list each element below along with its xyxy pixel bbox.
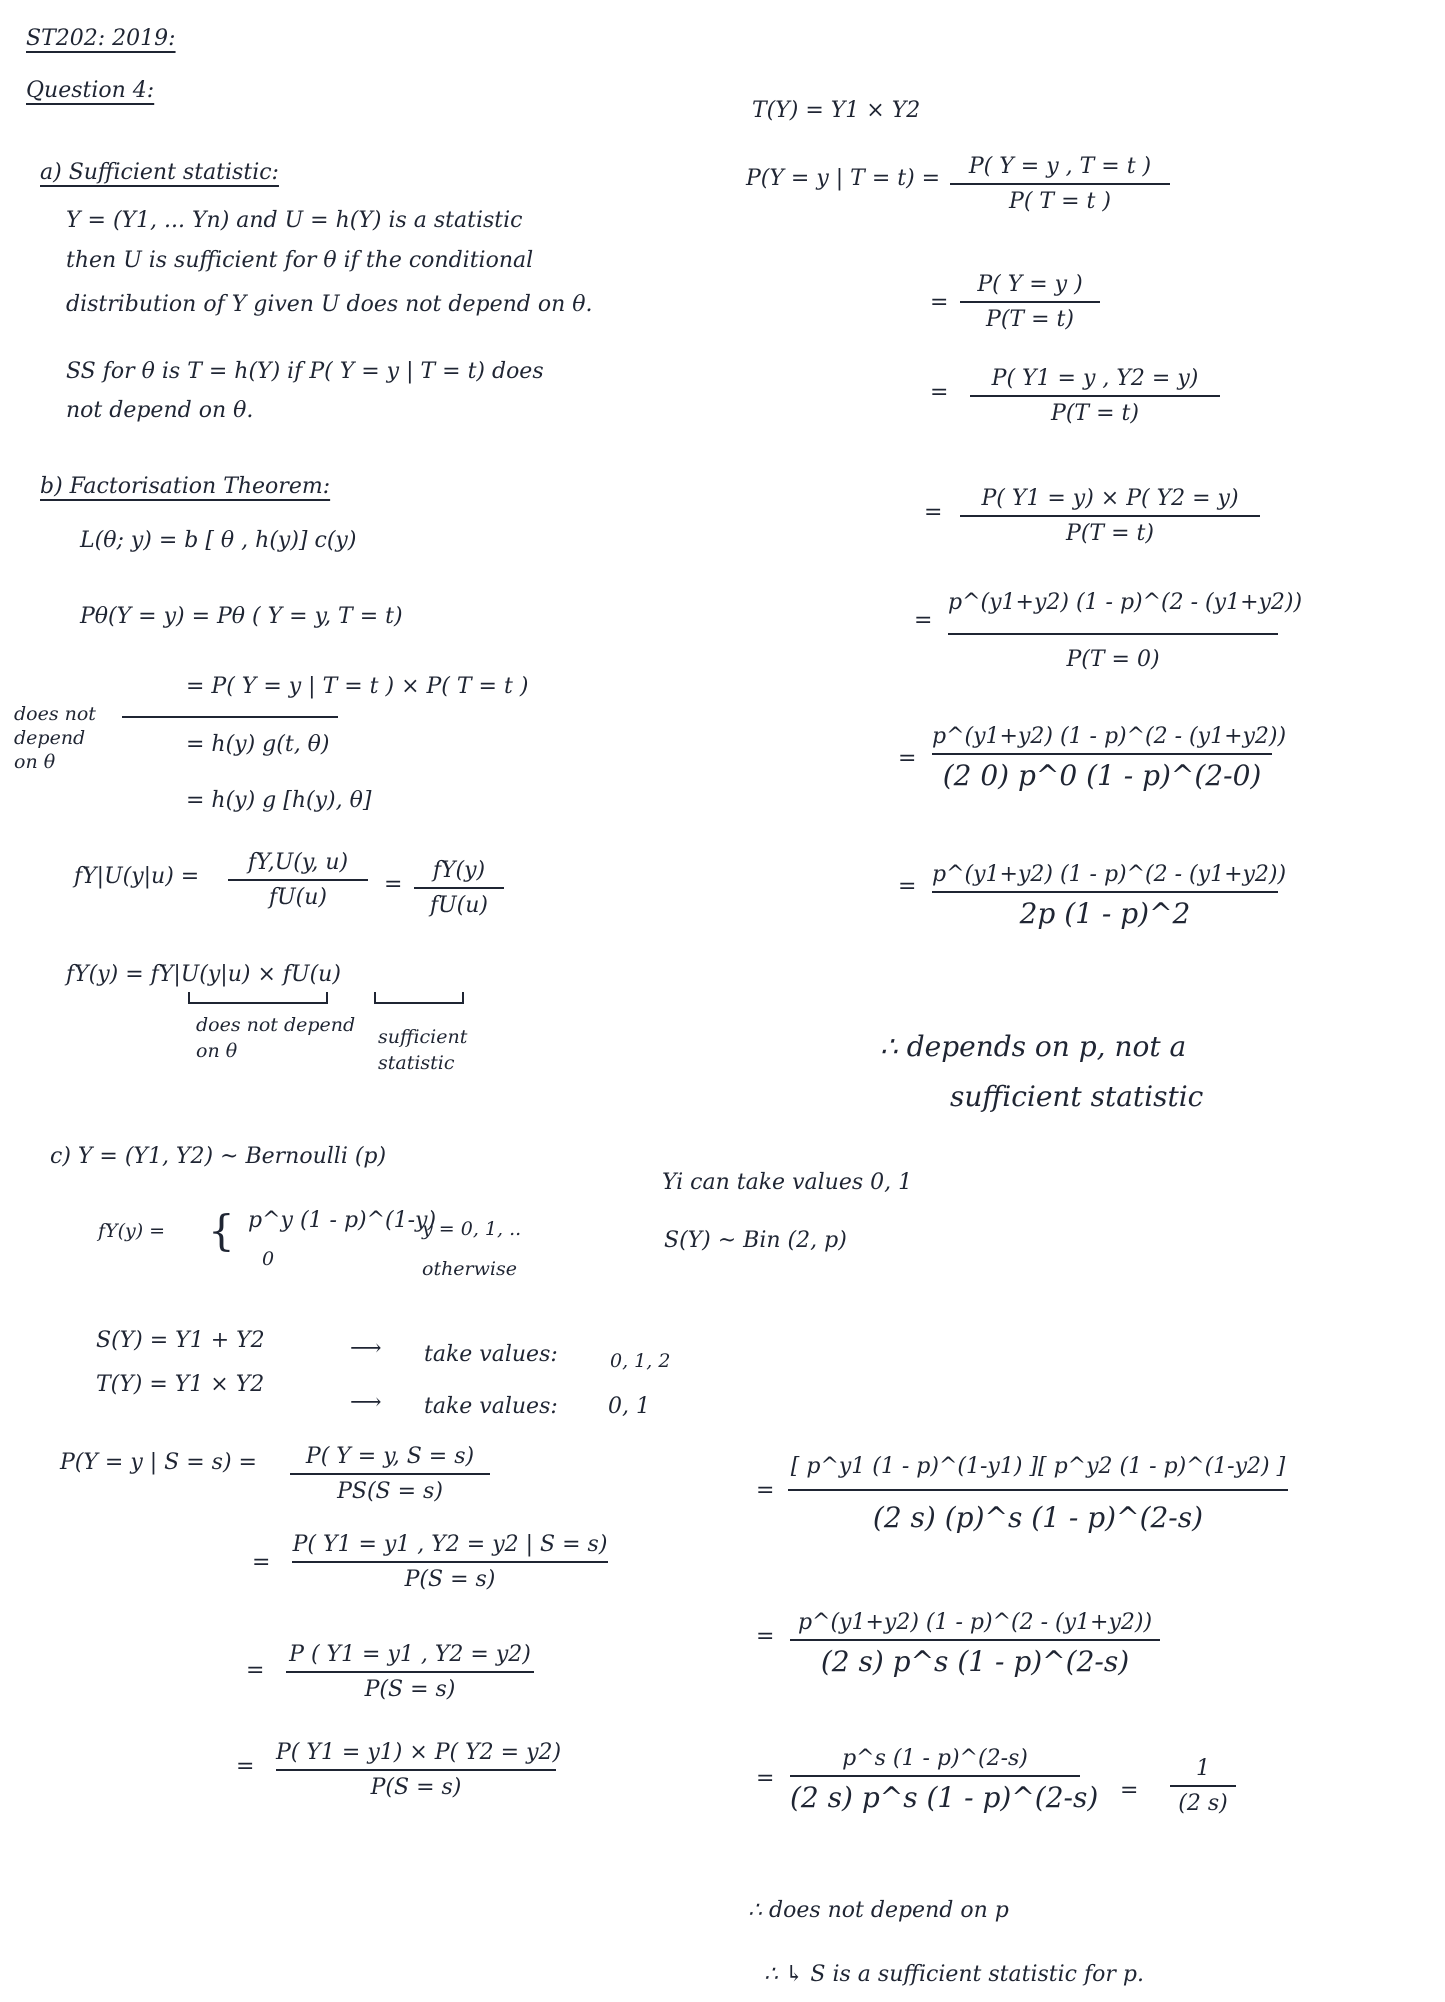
- right-frac-6: p^(y1+y2) (1 - p)^(2 - (y1+y2)) (2 0) p^0 (1 - p)^(2-0): [932, 724, 1287, 792]
- right-frac-5: p^(y1+y2) (1 - p)^(2 - (y1+y2)) P(T = 0): [948, 590, 1303, 672]
- brace-left: [188, 992, 328, 1004]
- pmf-case-1: p^y (1 - p)^(1-y): [248, 1208, 437, 1233]
- equals-sign: =: [384, 872, 403, 897]
- s-definition: S(Y) = Y1 + Y2: [96, 1328, 265, 1353]
- final-note-1: ∴ does not depend on p: [748, 1898, 1009, 1923]
- right-conclusion-2: sufficient statistic: [950, 1080, 1204, 1113]
- cond-frac-1: P( Y = y, S = s) PS(S = s): [290, 1444, 490, 1504]
- right-note-values: Yi can take values 0, 1: [662, 1170, 913, 1195]
- right-frac-3: P( Y1 = y , Y2 = y) P(T = t): [970, 366, 1220, 426]
- conditional-prob-lhs: P(Y = y | S = s) =: [60, 1450, 257, 1475]
- cond-frac-3: P ( Y1 = y1 , Y2 = y2) P(S = s): [286, 1642, 534, 1702]
- t-values: 0, 1: [608, 1394, 650, 1419]
- right-bottom-frac-4: 1 (2 s): [1170, 1756, 1236, 1816]
- t-values-label: take values:: [424, 1394, 558, 1419]
- part-a-line: distribution of Y given U does not depend on θ.: [66, 292, 593, 317]
- density-product-line: fY(y) = fY|U(y|u) × fU(u): [66, 962, 341, 987]
- right-bottom-frac-1: [ p^y1 (1 - p)^(1-y1) ][ p^y2 (1 - p)^(1-y2) ] (2 s) (p)^s (1 - p)^(2-s): [788, 1454, 1288, 1534]
- arrow-icon: ⟶: [350, 1336, 382, 1361]
- part-a-line: then U is sufficient for θ if the conditional: [66, 248, 534, 273]
- right-frac-7: p^(y1+y2) (1 - p)^(2 - (y1+y2)) 2p (1 - p)^2: [932, 862, 1287, 930]
- right-cond-lhs: P(Y = y | T = t) =: [746, 166, 941, 191]
- part-c-model: c) Y = (Y1, Y2) ~ Bernoulli (p): [50, 1144, 387, 1169]
- cond-frac-2: P( Y1 = y1 , Y2 = y2 | S = s) P(S = s): [292, 1532, 608, 1592]
- pmf-case-2: 0: [262, 1248, 275, 1270]
- conditional-density-lhs: fY|U(y|u) =: [74, 864, 200, 889]
- final-note-2: ∴ ↳ S is a sufficient statistic for p.: [764, 1962, 1144, 1987]
- right-frac-4: P( Y1 = y) × P( Y2 = y) P(T = t): [960, 486, 1260, 546]
- part-a-line: SS for θ is T = h(Y) if P( Y = y | T = t) does: [66, 359, 544, 384]
- pmf-cond-2: otherwise: [422, 1258, 517, 1280]
- right-bottom-frac-3: p^s (1 - p)^(2-s) (2 s) p^s (1 - p)^(2-s): [790, 1746, 1099, 1814]
- factor-line-1: = h(y) g(t, θ): [186, 732, 330, 757]
- course-heading: ST202: 2019:: [26, 26, 176, 51]
- right-bottom-frac-2: p^(y1+y2) (1 - p)^(2 - (y1+y2)) (2 s) p^s (1 - p)^(2-s): [790, 1610, 1160, 1678]
- pmf-cond-1: y = 0, 1, ..: [422, 1218, 522, 1240]
- conditional-density-fraction-1: fY,U(y, u) fU(u): [228, 850, 368, 910]
- right-conclusion-1: ∴ depends on p, not a: [880, 1030, 1187, 1063]
- likelihood-factorisation: L(θ; y) = b [ θ , h(y)] c(y): [80, 528, 357, 553]
- question-heading: Question 4:: [26, 78, 155, 103]
- pmf-lhs: fY(y) =: [98, 1220, 166, 1242]
- s-values-label: take values:: [424, 1342, 558, 1367]
- margin-note: does not depend on θ: [14, 703, 96, 773]
- part-a-line: not depend on θ.: [66, 398, 254, 423]
- part-a-line: Y = (Y1, ... Yn) and U = h(Y) is a statistic: [66, 208, 523, 233]
- part-b-title: b) Factorisation Theorem:: [40, 474, 331, 499]
- t-definition: T(Y) = Y1 × Y2: [96, 1372, 265, 1397]
- handwritten-notes-page: ST202: 2019: Question 4: a) Sufficient statistic: Y = (Y1, ... Yn) and U = h(Y) is a statistic then U is sufficient for θ if the conditional distribution of Y given U does not depend on θ. SS for θ is T = h(Y) if P( Y = y | T = t) does not depend on θ. b) Factorisation Theorem: L(θ; y) = b [ θ , h(y)] c(y) Pθ(Y = y) = Pθ ( Y = y, T = t) = P( Y = y | T = t ) × P( T = t ) does not depend on θ = h(y) g(t, θ) = h(y) g [h(y), θ] fY|U(y|u) = fY,U(y, u) fU(u) = fY(y) fU(u) fY(y) = fY|U(y|u) × fU(u) does not depend on θ sufficient statistic c) Y = (Y1, Y2) ~ Bernoulli (p) fY(y) = { p^y (1 - p)^(1-y) y = 0, 1, .. 0 otherwise S(Y) = Y1 + Y2 ⟶ take values: 0, 1, 2 T(Y) = Y1 × Y2 ⟶ take values: 0, 1 P(Y = y | S = s) = P( Y = y, S = s) PS(S = s) = P( Y1 = y1 , Y2 = y2 | S = s) P(S = s) = P ( Y1 = y1 , Y2 = y2) P(S = s) = P( Y1 = y1) × P( Y2 = y2) P(S = s) T(Y) = Y1 × Y2 P(Y = y | T = t) = P( Y = y , T = t ) P( T = t ) = P( Y = y ) P(T = t) = P( Y1 = y , Y2 = y) P(T = t) = P( Y1 = y) × P( Y2 = y) P(T = t) = p^(y1+y2) (1 - p)^(2 - (y1+y2)) P(T = 0) = p^(y1+y2) (1 - p)^(2 - (y1+y2)) (2 0) p^0 (1 - p)^(2-0) = p^(y1+y2) (1 - p)^(2 - (y1+y2)) 2p (1 - p)^2 ∴ depends on p, not a sufficient statistic Yi can take values 0, 1 S(Y) ~ Bin (2, p) = [ p^y1 (1 - p)^(1-y1) ][ p^y2 (1 - p)^(1-y2) ] (2 s) (p)^s (1 - p)^(2-s) = p^(y1+y2) (1 - p)^(2 - (y1+y2)) (2 s) p^s (1 - p)^(2-s) = p^s (1 - p)^(2-s) (2 s) p^s (1 - p)^(2-s) = 1 (2 s) ∴ does not depend on p ∴ ↳ S is a sufficient statistic for p.: [0, 0, 1445, 2002]
- joint-probability-line: Pθ(Y = y) = Pθ ( Y = y, T = t): [80, 604, 403, 629]
- brace-label-2: sufficient statistic: [378, 1026, 468, 1074]
- right-note-distribution: S(Y) ~ Bin (2, p): [664, 1228, 847, 1253]
- pmf-brace: {: [208, 1206, 235, 1255]
- right-t-definition: T(Y) = Y1 × Y2: [752, 98, 921, 123]
- right-frac-2: P( Y = y ) P(T = t): [960, 272, 1100, 332]
- part-a-title: a) Sufficient statistic:: [40, 160, 279, 185]
- brace-right: [374, 992, 464, 1004]
- arrow-icon: ⟶: [350, 1390, 382, 1415]
- conditional-density-fraction-2: fY(y) fU(u): [414, 858, 504, 918]
- factor-line-2: = h(y) g [h(y), θ]: [186, 788, 372, 813]
- pointer-line: [122, 716, 338, 718]
- brace-label-1: does not depend on θ: [196, 1014, 356, 1062]
- conditional-product-line: = P( Y = y | T = t ) × P( T = t ): [186, 674, 529, 699]
- s-values: 0, 1, 2: [610, 1350, 671, 1372]
- right-frac-1: P( Y = y , T = t ) P( T = t ): [950, 154, 1170, 214]
- cond-frac-4: P( Y1 = y1) × P( Y2 = y2) P(S = s): [276, 1740, 562, 1800]
